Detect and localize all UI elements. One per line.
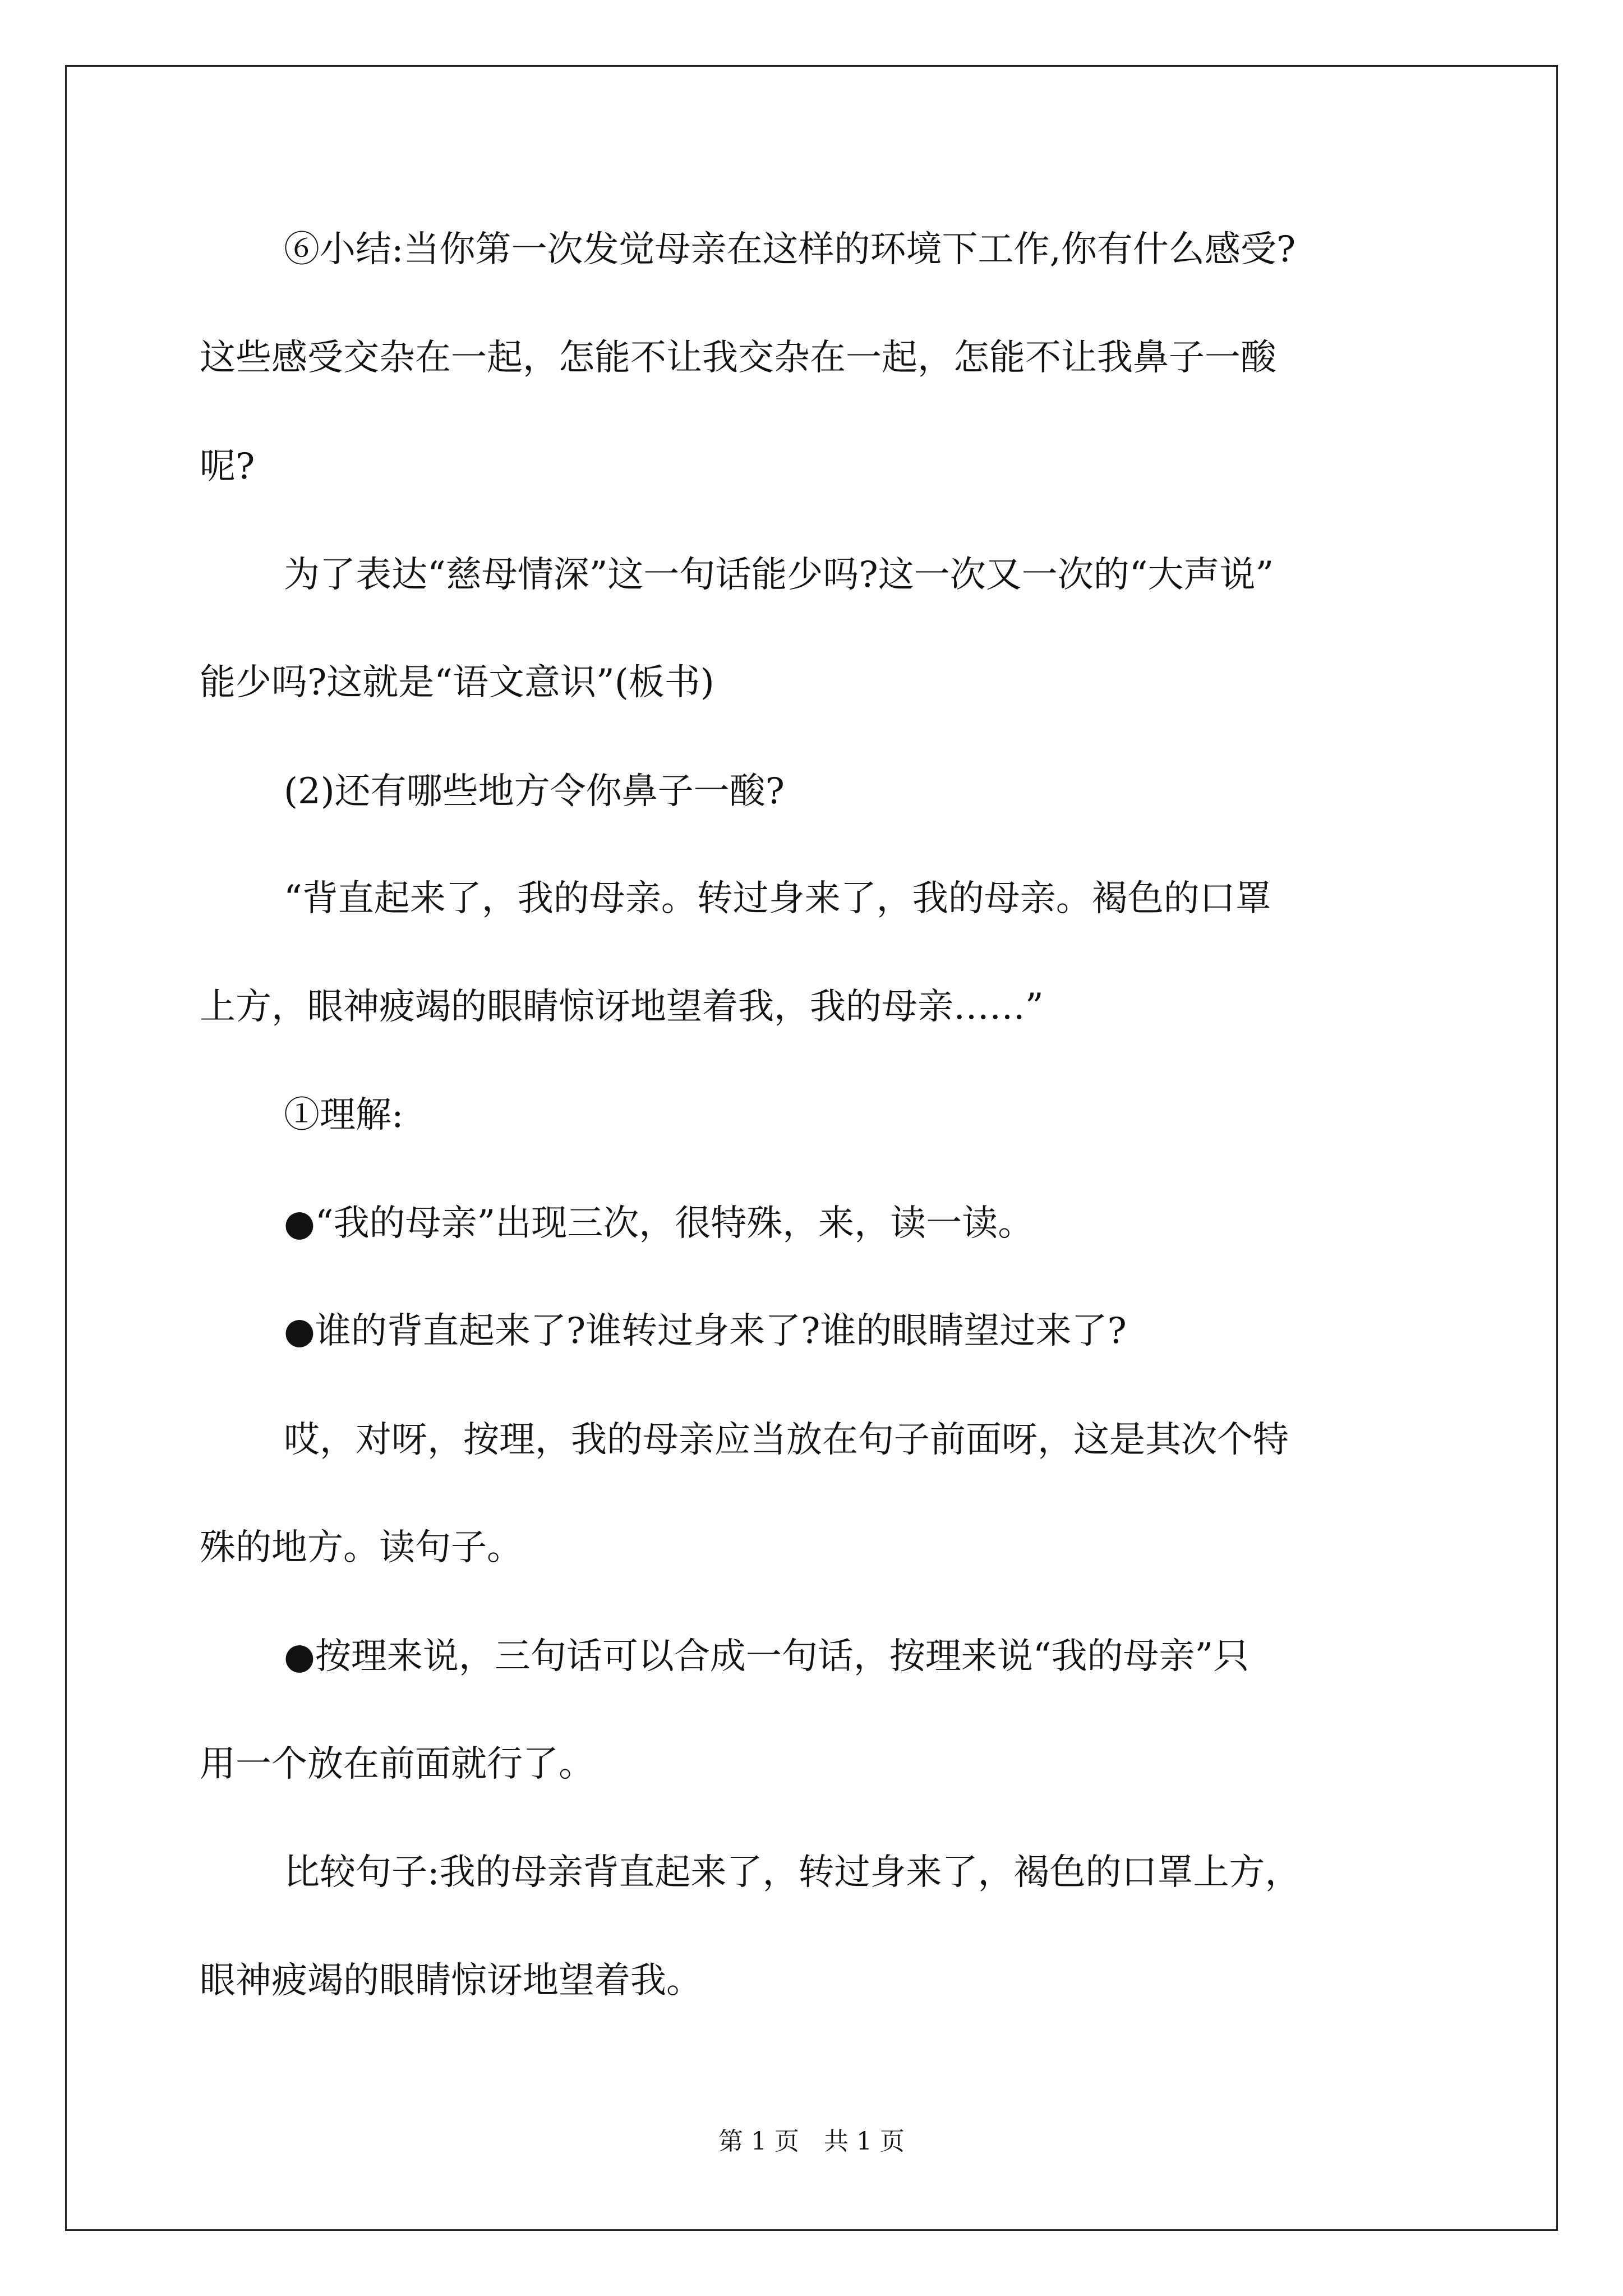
- paragraph-line: (2)还有哪些地方令你鼻子一酸?: [284, 771, 785, 812]
- page-border: [65, 65, 1558, 2231]
- paragraph-line: 眼神疲竭的眼睛惊讶地望着我。: [200, 1960, 702, 2001]
- paragraph-line: ●按理来说，三句话可以合成一句话，按理来说“我的母亲”只: [284, 1636, 1249, 1677]
- paragraph-line: 殊的地方。读句子。: [200, 1527, 523, 1568]
- paragraph-line: 用一个放在前面就行了。: [200, 1743, 594, 1785]
- paragraph-line: “背直起来了，我的母亲。转过身来了，我的母亲。褐色的口罩: [284, 878, 1271, 919]
- paragraph-line: 这些感受交杂在一起，怎能不让我交杂在一起，怎能不让我鼻子一酸: [200, 337, 1276, 379]
- paragraph-line: 呢?: [200, 446, 255, 487]
- paragraph-line: ●谁的背直起来了?谁转过身来了?谁的眼睛望过来了?: [284, 1310, 1127, 1352]
- paragraph-line: 比较句子:我的母亲背直起来了，转过身来了，褐色的口罩上方，: [284, 1852, 1301, 1893]
- page-number-footer: 第 1 页 共 1 页: [718, 2127, 905, 2156]
- paragraph-line: ①理解:: [284, 1094, 404, 1136]
- paragraph-line: 上方，眼神疲竭的眼睛惊讶地望着我，我的母亲……”: [200, 986, 1044, 1028]
- paragraph-line: ●“我的母亲”出现三次，很特殊，来，读一读。: [284, 1203, 1034, 1244]
- paragraph-line: 为了表达“慈母情深”这一句话能少吗?这一次又一次的“大声说”: [284, 554, 1274, 596]
- paragraph-line: ⑥小结:当你第一次发觉母亲在这样的环境下工作,你有什么感受?: [284, 229, 1296, 270]
- paragraph-line: 哎，对呀，按理，我的母亲应当放在句子前面呀，这是其次个特: [284, 1419, 1289, 1461]
- paragraph-line: 能少吗?这就是“语文意识”(板书): [200, 662, 714, 703]
